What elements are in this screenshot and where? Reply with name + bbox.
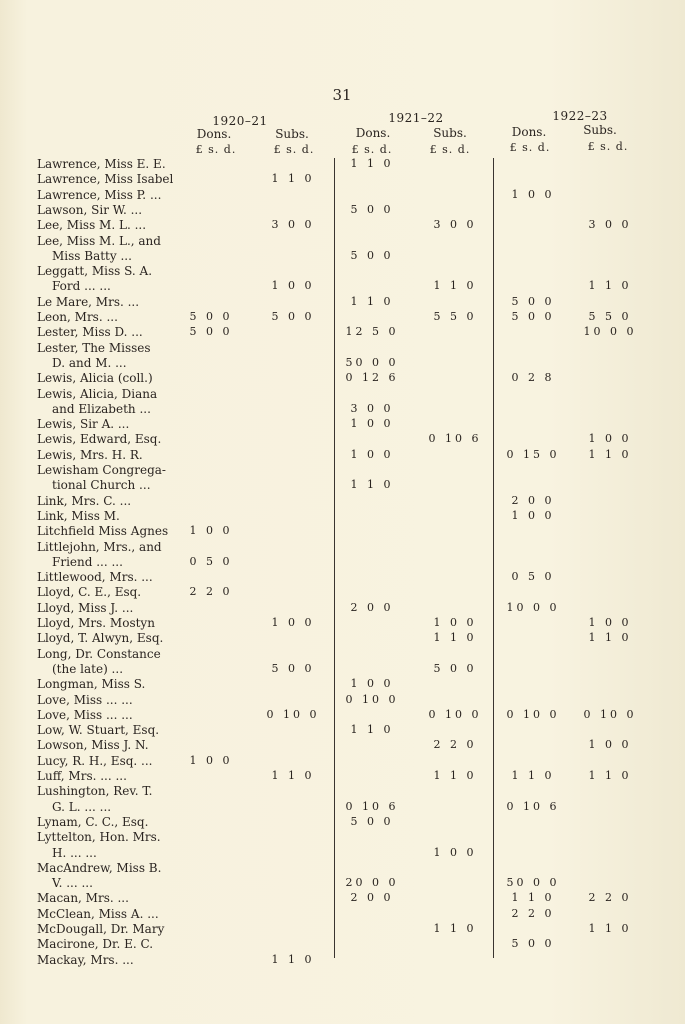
amount-cell: 1 0 0 — [588, 616, 632, 629]
subs-heading-1920-21: Subs. — [275, 127, 309, 141]
amount-cell: 5 0 0 — [189, 325, 233, 339]
entry-name: Litchfield Miss Agnes — [37, 524, 169, 539]
amount-cell: 1 0 0 — [271, 279, 315, 293]
amount-cell: 5 0 0 — [271, 661, 315, 675]
entry-name: V. ... ... — [52, 876, 93, 891]
amount-cell: 5 5 0 — [588, 310, 632, 323]
entry-name: Lynam, C. C., Esq. — [37, 814, 149, 829]
entry-name: Longman, Miss S. — [37, 677, 146, 692]
entry-name: Lucy, R. H., Esq. ... — [37, 753, 153, 768]
amount-cell: 1 1 0 — [433, 769, 477, 782]
amount-cell: 0 10 6 — [506, 799, 560, 813]
entry-name: Lyttelton, Hon. Mrs. — [37, 830, 161, 845]
amount-cell: 1 0 0 — [511, 508, 555, 522]
amount-cell: 0 5 0 — [511, 570, 555, 584]
amount-cell: 1 1 0 — [511, 769, 555, 782]
entry-name: Friend ... ... — [52, 554, 123, 569]
entry-name: D. and M. ... — [52, 355, 127, 370]
amount-cell: 0 2 8 — [511, 371, 555, 385]
entry-name: Mackay, Mrs. ... — [37, 952, 134, 967]
entry-name: Leon, Mrs. ... — [37, 310, 118, 324]
entry-name: Lewis, Alicia (coll.) — [37, 371, 153, 386]
year-heading-1921-22: 1921–22 — [388, 111, 444, 125]
amount-cell: 2 2 0 — [588, 891, 632, 905]
amount-cell: 1 0 0 — [350, 677, 394, 691]
amount-cell: 1 1 0 — [271, 172, 315, 186]
amount-cell: 1 1 0 — [350, 157, 394, 170]
amount-cell: 1 1 0 — [588, 279, 632, 293]
entry-name: Lloyd, T. Alwyn, Esq. — [37, 631, 164, 646]
amount-cell: 1 1 0 — [433, 279, 477, 293]
entry-name: Lawson, Sir W. ... — [37, 202, 143, 217]
entry-name: Lewis, Sir A. ... — [37, 417, 130, 432]
amount-cell: 3 0 0 — [271, 218, 315, 232]
amount-cell: 1 1 0 — [511, 891, 555, 905]
entry-name: Lushington, Rev. T. — [37, 784, 153, 799]
entry-name: Lawrence, Miss E. E. — [37, 157, 166, 171]
amount-cell: 1 1 0 — [271, 769, 315, 782]
entry-name: Lee, Miss M. L. ... — [37, 218, 147, 233]
amount-cell: 2 0 0 — [511, 493, 555, 507]
amount-cell: 1 0 0 — [271, 616, 315, 629]
amount-cell: 1 0 0 — [350, 447, 394, 461]
amount-cell: 5 0 0 — [350, 202, 394, 216]
dons-heading-1921-22: Dons. — [355, 126, 391, 140]
amount-cell: 1 1 0 — [350, 294, 394, 308]
amount-cell: 5 0 0 — [511, 294, 555, 308]
entry-name: MacAndrew, Miss B. — [37, 860, 162, 875]
column-rule-1921 — [334, 158, 335, 958]
entry-name: Lawrence, Miss P. ... — [37, 187, 162, 202]
entry-name: Lawrence, Miss Isabel — [37, 172, 174, 187]
entry-name: H. ... ... — [52, 845, 97, 860]
amount-cell: 1 1 0 — [588, 447, 632, 461]
amount-cell: 0 5 0 — [189, 554, 233, 568]
entry-name: Lewis, Alicia, Diana — [37, 386, 158, 401]
entry-name: Lester, The Misses — [37, 340, 151, 355]
amount-cell: 5 0 0 — [189, 310, 233, 323]
money-heading-4: £ s. d. — [429, 143, 471, 156]
money-heading-1: £ s. d. — [195, 143, 237, 156]
entry-name: McDougall, Dr. Mary — [37, 922, 165, 936]
amount-cell: 1 1 0 — [588, 769, 632, 782]
column-rule-1922 — [493, 158, 494, 958]
amount-cell: 20 0 0 — [345, 876, 399, 890]
entry-name: Macan, Mrs. ... — [37, 891, 129, 906]
amount-cell: 50 0 0 — [506, 876, 560, 890]
dons-heading-1920-21: Dons. — [196, 127, 232, 141]
money-heading-3: £ s. d. — [351, 143, 393, 156]
entry-name: Lloyd, Mrs. Mostyn — [37, 616, 155, 630]
entry-name: Macirone, Dr. E. C. — [37, 937, 154, 952]
entry-name: Luff, Mrs. ... ... — [37, 769, 127, 783]
entry-name: Miss Batty ... — [52, 248, 132, 263]
subs-heading-1922-23: Subs. — [583, 123, 617, 137]
amount-cell: 0 10 0 — [428, 707, 482, 721]
dons-heading-1922-23: Dons. — [511, 125, 547, 139]
entry-name: Link, Miss M. — [37, 508, 120, 523]
amount-cell: 1 1 0 — [350, 723, 394, 737]
amount-cell: 1 0 0 — [588, 432, 632, 446]
entry-name: Littlejohn, Mrs., and — [37, 539, 162, 554]
entry-name: Long, Dr. Constance — [37, 646, 161, 661]
amount-cell: 1 0 0 — [189, 524, 233, 538]
amount-cell: 3 0 0 — [588, 218, 632, 232]
amount-cell: 10 0 0 — [583, 325, 637, 339]
subs-heading-1921-22: Subs. — [433, 126, 467, 140]
amount-cell: 0 10 0 — [266, 707, 320, 721]
entry-name: Lloyd, Miss J. ... — [37, 600, 134, 615]
amount-cell: 1 0 0 — [433, 845, 477, 859]
amount-cell: 1 1 0 — [271, 952, 315, 966]
money-heading-6: £ s. d. — [587, 140, 629, 153]
page-number: 31 — [332, 86, 352, 104]
amount-cell: 0 10 6 — [345, 799, 399, 813]
entry-name: Lewis, Mrs. H. R. — [37, 447, 143, 462]
amount-cell: 10 0 0 — [506, 600, 560, 614]
amount-cell: 50 0 0 — [345, 355, 399, 369]
amount-cell: 2 2 0 — [189, 585, 233, 599]
entry-name: Lewisham Congrega- — [37, 463, 166, 477]
money-heading-5: £ s. d. — [509, 141, 551, 154]
entry-name: Lloyd, C. E., Esq. — [37, 585, 142, 600]
entry-name: McClean, Miss A. ... — [37, 906, 159, 921]
entry-name: Lee, Miss M. L., and — [37, 233, 161, 248]
entry-name: Love, Miss ... ... — [37, 707, 133, 722]
amount-cell: 0 12 6 — [345, 371, 399, 385]
amount-cell: 0 10 6 — [428, 432, 482, 446]
entry-name: G. L. ... ... — [52, 799, 112, 814]
amount-cell: 2 0 0 — [350, 600, 394, 614]
entry-name: and Elizabeth ... — [52, 401, 151, 416]
entry-name: tional Church ... — [52, 478, 151, 493]
amount-cell: 1 1 0 — [588, 631, 632, 645]
year-heading-1920-21: 1920–21 — [212, 114, 268, 128]
amount-cell: 2 2 0 — [433, 738, 477, 752]
entry-name: Le Mare, Mrs. ... — [37, 294, 140, 309]
money-heading-2: £ s. d. — [273, 143, 315, 156]
amount-cell: 1 0 0 — [189, 753, 233, 767]
entry-name: Love, Miss ... ... — [37, 692, 133, 707]
entry-name: Link, Mrs. C. ... — [37, 493, 132, 508]
entry-name: Leggatt, Miss S. A. — [37, 264, 153, 279]
amount-cell: 2 2 0 — [511, 906, 555, 920]
amount-cell: 3 0 0 — [433, 218, 477, 232]
amount-cell: 1 1 0 — [433, 631, 477, 645]
amount-cell: 2 0 0 — [350, 891, 394, 905]
amount-cell: 1 1 0 — [433, 922, 477, 935]
amount-cell: 1 0 0 — [350, 417, 394, 431]
amount-cell: 1 1 0 — [588, 922, 632, 935]
amount-cell: 1 0 0 — [511, 187, 555, 201]
amount-cell: 0 15 0 — [506, 447, 560, 461]
amount-cell: 3 0 0 — [350, 401, 394, 415]
amount-cell: 1 0 0 — [588, 738, 632, 752]
amount-cell: 12 5 0 — [345, 325, 399, 339]
entry-name: Lowson, Miss J. N. — [37, 738, 149, 753]
amount-cell: 0 10 0 — [345, 692, 399, 706]
entry-name: Ford ... ... — [52, 279, 111, 294]
amount-cell: 5 0 0 — [350, 814, 394, 828]
amount-cell: 0 10 0 — [583, 707, 637, 721]
entry-name: (the late) ... — [52, 661, 124, 676]
amount-cell: 5 0 0 — [511, 937, 555, 951]
amount-cell: 5 0 0 — [511, 310, 555, 323]
amount-cell: 0 10 0 — [506, 707, 560, 721]
year-heading-1922-23: 1922–23 — [552, 109, 608, 123]
amount-cell: 1 1 0 — [350, 478, 394, 492]
entry-name: Littlewood, Mrs. ... — [37, 570, 153, 585]
entry-name: Lester, Miss D. ... — [37, 325, 143, 340]
amount-cell: 5 0 0 — [433, 661, 477, 675]
entry-name: Lewis, Edward, Esq. — [37, 432, 162, 447]
amount-cell: 5 0 0 — [271, 310, 315, 323]
amount-cell: 5 0 0 — [350, 248, 394, 262]
entry-name: Low, W. Stuart, Esq. — [37, 723, 160, 738]
amount-cell: 1 0 0 — [433, 616, 477, 629]
amount-cell: 5 5 0 — [433, 310, 477, 323]
